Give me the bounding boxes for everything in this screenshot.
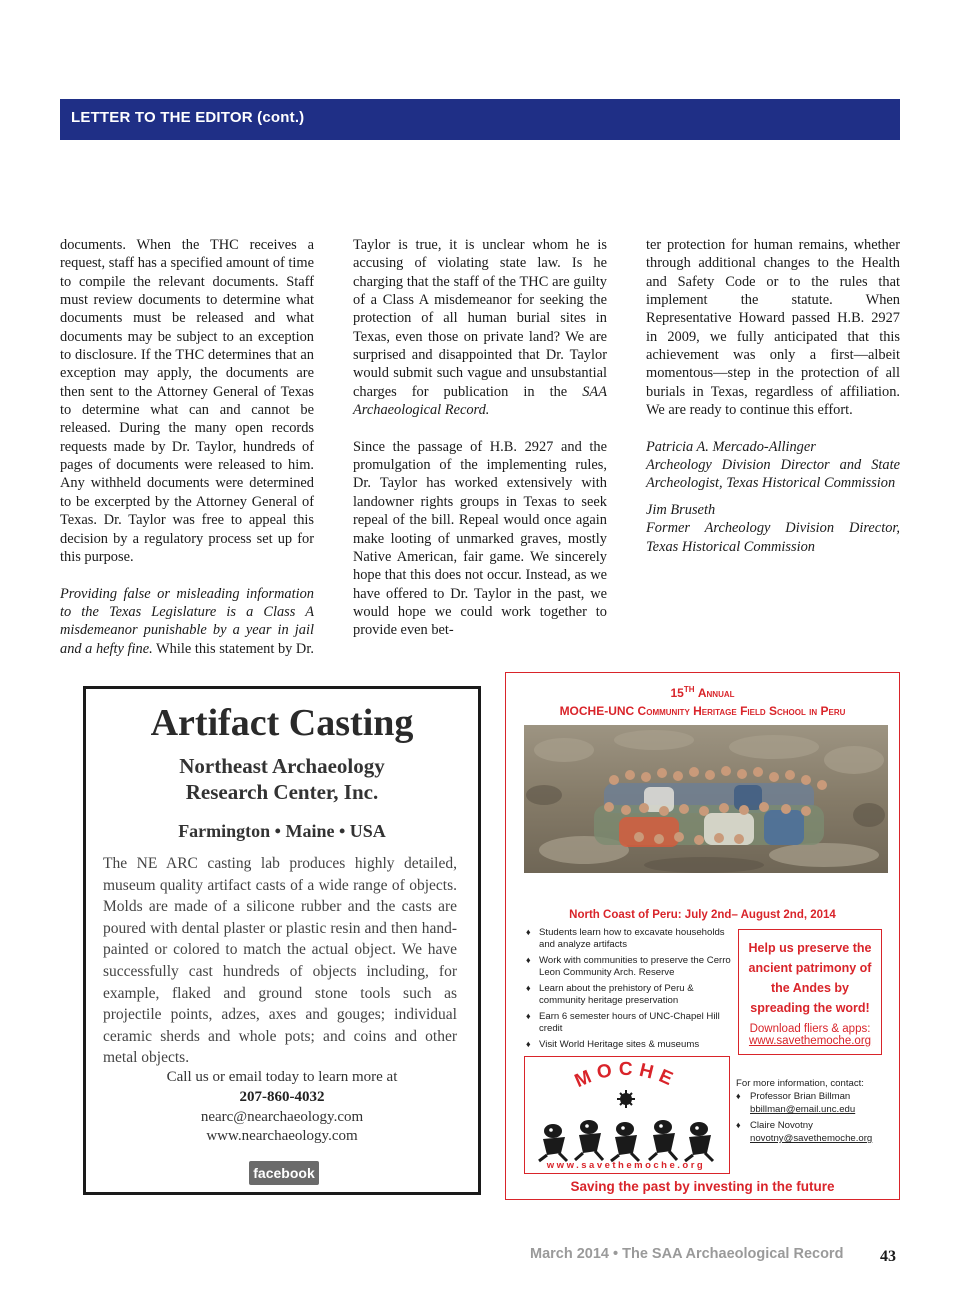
help-line: spreading the word! [750, 1001, 870, 1015]
diamond-bullet-icon: ♦ [526, 1039, 531, 1049]
ad-organization [86, 753, 478, 805]
diamond-bullet-icon: ♦ [526, 1011, 531, 1021]
signer-name: Patricia A. Mercado-Allinger [646, 438, 816, 455]
edition-number: 15 [670, 686, 684, 700]
paragraph: ter protection for human remains, whether through additional changes to the Health and Safety Code or to the rules that implement the statute. When Representative Howard passed H.B. 2927 in 2009, we fully anticipated that this achievement was only a first—albeit momentous—step in the protection of all burials in Texas, regardless of affiliation. We are ready to continue this effort. [646, 237, 900, 419]
artifact-casting-ad [83, 686, 481, 1195]
page-number: 43 [880, 1248, 896, 1265]
ad-call-text: Call us or email today to learn more at [166, 1069, 398, 1085]
ad-email-link[interactable]: nearc@nearchaeology.com [200, 1109, 364, 1125]
signature-2 [646, 501, 900, 556]
download-link[interactable]: www.savethemoche.org [748, 1035, 872, 1047]
list-item-text: Work with communities to preserve the Cerro Leon Community Arch. Reserve [539, 955, 731, 978]
contact-name: Professor Brian Billman [750, 1091, 851, 1102]
help-message [739, 938, 881, 1018]
contact-2 [736, 1119, 896, 1145]
diamond-bullet-icon: ♦ [526, 927, 531, 937]
paragraph: Since the passage of H.B. 2927 and the promulgation of the implementing rules, Dr. Taylor has worked extensively with landowner rights groups in Texas to seek repeal of the bill. Repeal would once again make looting of unmarked graves, mostly Native American, fair game. We sincerely hope that this does not occur. Instead, as we have offered to Dr. Taylor in the past, we would hope we could work together to provide even bet- [353, 438, 607, 639]
contact-name: Claire Novotny [750, 1120, 813, 1131]
moche-logo [524, 1056, 730, 1174]
list-item-text: Students learn how to excavate households and analyze artifacts [539, 927, 725, 950]
paragraph: documents. When the THC receives a request, staff has a specified amount of time to compile the relevant documents. Staff must review documents to determine what documents must be released and what documents may be subject to an exception to disclosure. If the THC determines that an exception may apply, the documents are then sent to the Attorney General of Texas to determine what can and cannot be released. During the many open records requests made by Dr. Taylor, hundreds of pages of documents were released to him. Any withheld documents were determined to be excerpted by the Attorney General of Texas. Dr. Taylor was free to appeal this decision by a regulatory process set up for this purpose. [60, 237, 314, 565]
contact-1 [736, 1090, 896, 1116]
logo-word [572, 1059, 681, 1093]
italic-quote: Providing false or misleading information to the Texas Legislature is a Class A misdemeanor punishable by a year in jail and a hefty fine. [60, 585, 314, 657]
signer-title: Former Archeology Division Director, Texas Historical Commission [646, 520, 900, 555]
list-item-text: Earn 6 semester hours of UNC-Chapel Hill credit [539, 1011, 720, 1034]
ad-tagline: Saving the past by investing in the future [570, 1179, 835, 1194]
moche-logo-graphic [525, 1057, 728, 1172]
ad-website-link[interactable]: www.nearchaeology.com [206, 1128, 358, 1144]
download-label: Download fliers & apps: [749, 1023, 871, 1035]
help-box [738, 929, 882, 1055]
paragraph-text: Taylor is true, it is unclear whom he is accusing of violating state law. Is he charging that the staff of the THC are guilty of a Class A misdemeanor for seeking the protection of all human burial sites in Texas, even those on private land? We are surprised and disappointed that Dr. Taylor would submit such vague and unsubstantial charges for publication in the [353, 237, 607, 400]
diamond-bullet-icon: ♦ [736, 1091, 741, 1101]
paragraph-text: While this statement by Dr. [152, 640, 314, 657]
group-photo-image [524, 725, 888, 873]
logo-url: www.savethemoche.org [546, 1160, 706, 1171]
ad-description: The NE ARC casting lab produces highly detailed, museum quality artifact casts of a wide range of objects. Molds are made of a silicone rubber and the casts are poured with dental plaster or plastic resin and then hand-painted or colored to match the actual object. We have successfully cast hundreds of objects including, for example, flaked and ground stone tools such as projectile points, adzes, axes and gouges; individual ceramic sherds and whole pots; and coins and other metal objects. [103, 855, 457, 1067]
group-photo [524, 725, 888, 873]
edition-suffix: TH [683, 685, 695, 694]
ad-bullet-list [526, 927, 731, 1056]
signature-1 [646, 438, 900, 493]
publication-title: SAA Archaeological Record. [353, 383, 607, 419]
help-line: ancient patrimony of [748, 961, 872, 975]
org-line-2: Research Center, Inc. [185, 780, 379, 804]
diamond-bullet-icon: ♦ [736, 1120, 741, 1130]
list-item [526, 955, 731, 978]
ad-phone[interactable]: 207-860-4032 [239, 1089, 325, 1105]
diamond-bullet-icon: ♦ [526, 955, 531, 965]
edition-word: Annual [697, 686, 735, 700]
contact-email-link[interactable]: bbillman@email.unc.edu [750, 1104, 856, 1115]
moche-field-school-ad [505, 672, 900, 1200]
ad-dates: North Coast of Peru: July 2nd– August 2nd, 2014 [569, 909, 836, 921]
paragraph [353, 236, 607, 419]
text-column-3 [646, 236, 900, 556]
contact-info [736, 1077, 896, 1145]
section-header: LETTER TO THE EDITOR (cont.) [60, 99, 900, 140]
paragraph [60, 585, 314, 658]
ad-location: Farmington • Maine • USA [178, 821, 386, 841]
signer-title: Archeology Division Director and State Archeologist, Texas Historical Commission [646, 457, 900, 492]
dancing-figures-icon [539, 1090, 713, 1161]
list-item-text: Learn about the prehistory of Peru & community heritage preservation [539, 983, 694, 1006]
list-item [526, 983, 731, 1006]
diamond-bullet-icon: ♦ [526, 983, 531, 993]
list-item [526, 1039, 731, 1051]
contact-email-link[interactable]: novotny@savethemoche.org [750, 1133, 873, 1144]
list-item-text: Visit World Heritage sites & museums [539, 1039, 700, 1050]
list-item [526, 1011, 731, 1034]
help-line: Help us preserve the [748, 941, 872, 955]
signatures [646, 438, 900, 556]
facebook-button[interactable]: facebook [249, 1161, 319, 1185]
list-item [526, 927, 731, 950]
contact-intro: For more information, contact: [736, 1078, 864, 1089]
page-footer: March 2014 • The SAA Archaeological Record [530, 1246, 844, 1262]
org-line-1: Northeast Archaeology [179, 754, 385, 778]
text-column-2 [353, 236, 607, 640]
ad-edition [506, 685, 899, 700]
ad-title: Artifact Casting [150, 702, 414, 744]
signer-name: Jim Bruseth [646, 501, 716, 518]
help-line: the Andes by [770, 981, 850, 995]
text-column-1 [60, 236, 314, 658]
ad-title: MOCHE-UNC Community Heritage Field School in Peru [559, 704, 846, 718]
logo-word-path: MOCHE [571, 1058, 682, 1093]
